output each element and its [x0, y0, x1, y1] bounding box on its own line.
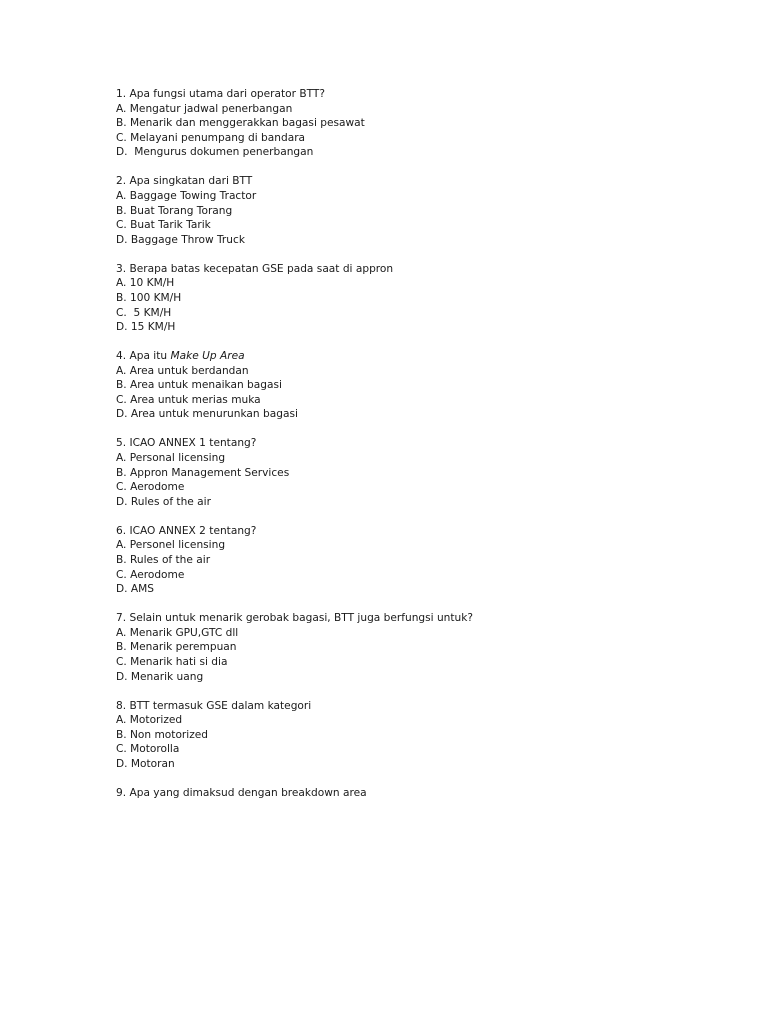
question-prompt: 2. Apa singkatan dari BTT	[116, 175, 253, 188]
question-2	[116, 174, 676, 247]
answer-option-d: D. Baggage Throw Truck	[116, 233, 245, 246]
answer-option-d: D. Motoran	[116, 757, 175, 770]
answer-option-c: C. Menarik hati si dia	[116, 655, 228, 668]
question-4	[116, 349, 676, 422]
question-5	[116, 436, 676, 509]
question-prompt: 9. Apa yang dimaksud dengan breakdown area	[116, 786, 367, 799]
answer-option-c: C. Melayani penumpang di bandara	[116, 131, 306, 144]
answer-option-a: A. Baggage Towing Tractor	[116, 189, 257, 202]
answer-option-a: A. Motorized	[116, 714, 183, 727]
answer-option-b: B. Area untuk menaikan bagasi	[116, 379, 282, 392]
answer-option-c: C. 5 KM/H	[116, 306, 172, 319]
answer-option-b: B. Menarik perempuan	[116, 641, 237, 654]
question-6	[116, 524, 676, 597]
question-7	[116, 611, 676, 684]
answer-option-b: B. Appron Management Services	[116, 466, 290, 479]
question-prompt: 3. Berapa batas kecepatan GSE pada saat di appron	[116, 262, 394, 275]
answer-option-a: A. Personal licensing	[116, 452, 226, 465]
question-prompt-italic-term: Make Up Area	[170, 350, 245, 363]
quiz-content	[116, 87, 676, 815]
answer-option-b: B. Non motorized	[116, 728, 209, 741]
answer-option-d: D. Menarik uang	[116, 670, 204, 683]
question-prompt: 8. BTT termasuk GSE dalam kategori	[116, 699, 312, 712]
answer-option-a: A. Menarik GPU,GTC dll	[116, 626, 239, 639]
answer-option-b: B. 100 KM/H	[116, 291, 182, 304]
answer-option-b: B. Buat Torang Torang	[116, 204, 233, 217]
answer-option-d: D. 15 KM/H	[116, 321, 176, 334]
answer-option-d: D. Area untuk menurunkan bagasi	[116, 408, 298, 421]
answer-option-d: D. Rules of the air	[116, 495, 211, 508]
answer-option-a: A. Personel licensing	[116, 539, 226, 552]
answer-option-c: C. Buat Tarik Tarik	[116, 219, 211, 232]
answer-option-c: C. Area untuk merias muka	[116, 393, 261, 406]
question-prompt: 6. ICAO ANNEX 2 tentang?	[116, 524, 257, 537]
question-3	[116, 262, 676, 335]
question-prompt	[116, 349, 676, 364]
question-prompt: 5. ICAO ANNEX 1 tentang?	[116, 437, 257, 450]
answer-option-b: B. Menarik dan menggerakkan bagasi pesawat	[116, 117, 365, 130]
question-prompt-prefix: 4. Apa itu	[116, 350, 171, 363]
answer-option-b: B. Rules of the air	[116, 553, 211, 566]
question-prompt: 7. Selain untuk menarik gerobak bagasi, BTT juga berfungsi untuk?	[116, 612, 474, 625]
question-9	[116, 786, 676, 801]
question-1	[116, 87, 676, 160]
answer-option-c: C. Motorolla	[116, 743, 180, 756]
answer-option-a: A. 10 KM/H	[116, 277, 175, 290]
answer-option-d: D. AMS	[116, 583, 155, 596]
answer-option-a: A. Area untuk berdandan	[116, 364, 249, 377]
answer-option-d: D. Mengurus dokumen penerbangan	[116, 146, 314, 159]
answer-option-c: C. Aerodome	[116, 481, 185, 494]
answer-option-c: C. Aerodome	[116, 568, 185, 581]
answer-option-a: A. Mengatur jadwal penerbangan	[116, 102, 293, 115]
question-prompt: 1. Apa fungsi utama dari operator BTT?	[116, 88, 326, 100]
question-8	[116, 699, 676, 772]
